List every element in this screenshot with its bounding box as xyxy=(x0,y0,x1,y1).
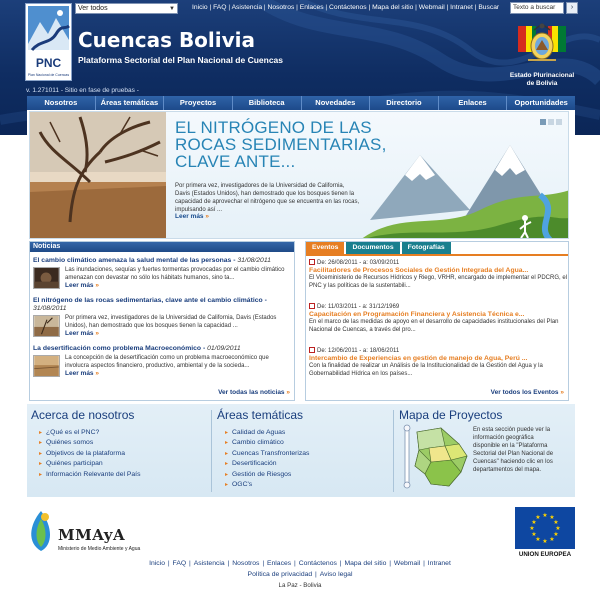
bolivia-crest-icon xyxy=(514,22,570,70)
news-panel xyxy=(29,241,295,401)
link-separator: | xyxy=(337,560,344,567)
all-news-link[interactable] xyxy=(218,389,290,396)
svg-text:★: ★ xyxy=(549,536,555,543)
top-link[interactable]: Inicio xyxy=(192,4,208,11)
footer-link[interactable]: FAQ xyxy=(172,560,187,567)
news-read-more-link[interactable] xyxy=(65,370,291,377)
top-link[interactable]: Buscar xyxy=(478,4,500,11)
footer-location: La Paz - Bolivia xyxy=(278,582,322,589)
logo-mountain-icon xyxy=(26,4,71,54)
map-title[interactable]: Mapa de Proyectos xyxy=(399,408,503,422)
tab-eventos[interactable]: Eventos xyxy=(306,242,344,254)
top-link[interactable]: FAQ xyxy=(213,4,227,11)
svg-text:★: ★ xyxy=(542,512,548,519)
footer-link[interactable]: Inicio xyxy=(149,560,165,567)
pnc-logo[interactable] xyxy=(25,3,72,81)
hero-photo-dry-tree xyxy=(30,112,166,238)
news-title-line[interactable]: El nitrógeno de las rocas sedimentarias, clave ante el cambio climático - 31/08/2011 xyxy=(33,297,267,312)
nav-item[interactable]: Proyectos xyxy=(164,96,233,110)
event-text: Con la finalidad de realizar un Análisis de la Institucionalidad de la Gestión del Agua y la Gobernabilidad Hídrica en los países... xyxy=(309,363,543,377)
map-description: En esta sección puede ver la información geográfica disponible en la "Plataforma Sectorial del Plan Nacional de Cuencas" haciendo clic en los departamentos del mapa. xyxy=(473,427,554,473)
event-title[interactable]: Facilitadores de Procesos Sociales de Gestión Integrada del Agua... xyxy=(309,267,529,274)
arrow-right-icon: » xyxy=(95,282,99,290)
scope-select-value: Ver todos xyxy=(78,5,108,12)
search-button[interactable]: › xyxy=(566,2,578,14)
news-text: Por primera vez, investigadores de la Universidad de California, Davis (Estados Unidos), han demostrado que los bosques tienen la capacidad ... xyxy=(65,315,277,329)
hero-pager xyxy=(540,119,562,125)
nav-item[interactable]: Oportunidades xyxy=(514,98,568,107)
eu-label: UNION EUROPEA xyxy=(518,551,572,558)
areas-item[interactable]: ▸ Desertificación xyxy=(225,459,393,469)
event-text: El Viceministerio de Recursos Hídricos y Riego, VRHR, encargado de implementar el PDCRG, el PNC y las políticas de la sustentabili... xyxy=(309,275,567,289)
top-link[interactable]: Contáctenos xyxy=(329,4,367,11)
top-link[interactable]: Enlaces xyxy=(299,4,324,11)
news-title: La desertificación como problema Macroeconómico xyxy=(33,345,202,352)
nav-item[interactable]: Nosotros xyxy=(27,96,96,110)
nav-item[interactable]: Novedades xyxy=(302,96,371,110)
state-label xyxy=(497,72,587,88)
arrow-right-icon: » xyxy=(286,389,290,396)
site-title[interactable]: Cuencas Bolivia xyxy=(78,28,256,52)
logo-subtext: Plan Nacional de Cuencas xyxy=(27,73,70,77)
news-body xyxy=(33,315,291,337)
search-input[interactable] xyxy=(510,2,564,14)
footer-links xyxy=(0,560,600,567)
svg-text:★: ★ xyxy=(553,531,559,538)
footer-legal-link[interactable]: Política de privacidad xyxy=(247,571,313,578)
svg-text:★: ★ xyxy=(529,525,535,532)
news-thumbnail[interactable] xyxy=(33,315,60,337)
link-separator: | xyxy=(292,560,298,567)
nav-item[interactable]: Biblioteca xyxy=(233,96,302,110)
scope-select[interactable] xyxy=(75,3,178,14)
calendar-icon xyxy=(309,259,315,265)
areas-item[interactable]: ▸ Cambio climático xyxy=(225,438,393,448)
search-placeholder: Texto a buscar xyxy=(513,4,556,11)
footer-link[interactable]: Enlaces xyxy=(266,560,292,567)
hero-landscape-illustration xyxy=(360,140,569,239)
panel-divider xyxy=(393,410,394,492)
event-title[interactable]: Capacitación en Programación Financiera y Asistencia Técnica e... xyxy=(309,311,525,318)
logo-text: PNC xyxy=(35,56,62,70)
news-thumbnail[interactable] xyxy=(33,267,60,289)
event-date: De: 12/06/2011 - a: 18/06/2011 xyxy=(317,348,400,354)
news-title: El nitrógeno de las rocas sedimentarias, clave ante el cambio climático xyxy=(33,297,263,304)
arrow-right-icon: » xyxy=(205,213,209,220)
link-separator: | xyxy=(323,4,330,11)
news-read-more-label: Leer más xyxy=(65,330,94,338)
event-text: En el marco de las medidas de apoyo en el desarrollo de capacidades institucionales del Plan Nacional de Cuencas, a través del pro... xyxy=(309,319,559,333)
svg-text:★: ★ xyxy=(531,519,537,526)
info-panels xyxy=(27,404,575,497)
link-separator: | xyxy=(166,560,172,567)
footer-links-legal xyxy=(0,571,600,578)
top-link[interactable]: Asistencia xyxy=(231,4,263,11)
top-links xyxy=(192,4,499,11)
about-list xyxy=(39,428,207,480)
link-separator: | xyxy=(187,560,193,567)
news-read-more-link[interactable] xyxy=(65,282,291,289)
footer-link[interactable]: Asistencia xyxy=(193,560,225,567)
svg-text:★: ★ xyxy=(555,525,561,532)
event-item[interactable] xyxy=(309,303,567,334)
news-read-more-label: Leer más xyxy=(65,282,94,290)
footer-link[interactable]: Webmail xyxy=(393,560,421,567)
event-date-line xyxy=(309,347,567,355)
news-title-line[interactable]: La desertificación como problema Macroeconómico - 01/09/2011 xyxy=(33,345,241,352)
tab-fotografias[interactable]: Fotografías xyxy=(402,242,451,254)
tab-underline xyxy=(306,254,568,256)
mmaya-logo-text: MMAyA xyxy=(58,526,126,544)
event-date: De: 11/03/2011 - a: 31/12/1969 xyxy=(317,304,400,310)
all-events-link[interactable] xyxy=(491,389,564,396)
link-separator: | xyxy=(260,560,266,567)
chevron-down-icon: ▼ xyxy=(169,6,175,12)
nav-item[interactable]: Enlaces xyxy=(439,96,508,110)
areas-item[interactable]: ▸ Cuencas Transfronterizas xyxy=(225,449,393,459)
tab-documentos[interactable]: Documentos xyxy=(346,242,399,254)
event-date: De: 26/08/2011 - a: 03/09/2011 xyxy=(317,260,400,266)
areas-list xyxy=(225,428,393,490)
footer-link[interactable]: Mapa del sitio xyxy=(344,560,387,567)
hero-pager-dot[interactable] xyxy=(556,119,562,125)
zoom-out-icon[interactable] xyxy=(404,482,410,488)
news-title: El cambio climático amenaza la salud mental de las personas xyxy=(33,257,232,264)
hero-title[interactable]: EL NITRÓGENO DE LAS ROCAS SEDIMENTARIAS, CLAVE ANTE... xyxy=(175,118,387,171)
bolivia-map[interactable] xyxy=(401,422,473,494)
footer-link[interactable]: Intranet xyxy=(427,560,451,567)
about-title[interactable]: Acerca de nosotros xyxy=(31,408,135,422)
state-label-line1: Estado Plurinacional xyxy=(509,72,575,79)
areas-item[interactable]: ▸ OGC's xyxy=(225,480,393,490)
hero-pager-dot[interactable] xyxy=(548,119,554,125)
svg-text:★: ★ xyxy=(535,536,541,543)
event-title[interactable]: Intercambio de Experiencias en gestión de manejo de Agua, Perú ... xyxy=(309,355,528,362)
hero-read-more-link[interactable] xyxy=(175,213,209,220)
panel-divider xyxy=(211,410,212,492)
news-item[interactable] xyxy=(33,297,291,337)
link-separator: | xyxy=(387,560,393,567)
hero-text: Por primera vez, investigadores de la Universidad de California, Davis (Estados Unidos), han demostrado que los bosques tienen la capacidad de aprovechar el nitrógeno que se encuentra en las rocas, impulsando así ... xyxy=(175,183,360,213)
news-date: 01/09/2011 xyxy=(207,345,241,352)
svg-text:★: ★ xyxy=(542,538,548,545)
svg-text:★: ★ xyxy=(549,514,555,521)
map-panel xyxy=(395,404,575,497)
about-item[interactable]: ▸ Objetivos de la plataforma xyxy=(39,449,207,459)
events-tabs xyxy=(306,242,451,254)
news-read-more-link[interactable] xyxy=(65,330,291,337)
nav-item[interactable]: Directorio xyxy=(370,96,439,110)
about-item[interactable]: ▸ Información Relevante del País xyxy=(39,470,207,480)
event-date-line xyxy=(309,303,567,311)
main-nav xyxy=(27,96,575,110)
calendar-icon xyxy=(309,347,315,353)
link-separator: | xyxy=(313,571,319,578)
areas-panel xyxy=(213,404,393,497)
svg-text:★: ★ xyxy=(535,514,541,521)
news-body xyxy=(33,267,291,289)
all-news-label: Ver todas las noticias xyxy=(218,389,285,396)
link-separator: | xyxy=(413,4,419,11)
arrow-right-icon: » xyxy=(95,330,99,338)
hero-banner[interactable] xyxy=(29,111,569,239)
link-separator: | xyxy=(444,4,451,11)
news-text: La concepción de la desertificación como un problema macroeconómico que involucra aspectos financiero, productivo, ambiental y de la socieda... xyxy=(65,355,269,369)
hero-pager-dot[interactable] xyxy=(540,119,546,125)
arrow-right-icon: » xyxy=(560,389,564,396)
footer-link[interactable]: Contáctenos xyxy=(298,560,337,567)
events-panel xyxy=(305,241,569,401)
footer-link[interactable]: Nosotros xyxy=(232,560,260,567)
nav-item[interactable]: Áreas temáticas xyxy=(96,96,165,110)
arrow-right-icon: » xyxy=(95,370,99,378)
news-item[interactable] xyxy=(33,345,291,377)
news-title-line[interactable]: El cambio climático amenaza la salud mental de las personas - 31/08/2011 xyxy=(33,257,271,264)
news-read-more-label: Leer más xyxy=(65,370,94,378)
about-item[interactable]: ▸ Quiénes participan xyxy=(39,459,207,469)
link-separator: | xyxy=(226,4,232,11)
news-heading: Noticias xyxy=(30,242,294,252)
about-item[interactable]: ▸ Quiénes somos xyxy=(39,438,207,448)
news-thumbnail[interactable] xyxy=(33,355,60,377)
version-text: v. 1.271011 - Sitio en fase de pruebas - xyxy=(26,87,139,94)
news-date: 31/08/2011 xyxy=(237,257,271,264)
mmaya-logo-subtext: Ministerio de Medio Ambiente y Agua xyxy=(58,546,141,552)
map-zoom-slider[interactable] xyxy=(405,426,409,486)
areas-item[interactable]: ▸ Gestión de Riesgos xyxy=(225,470,393,480)
areas-title[interactable]: Áreas temáticas xyxy=(217,408,304,422)
top-link[interactable]: Mapa del sitio xyxy=(372,4,414,11)
site-subtitle: Plataforma Sectorial del Plan Nacional de Cuencas xyxy=(78,55,284,65)
svg-text:★: ★ xyxy=(531,531,537,538)
link-separator: | xyxy=(366,4,373,11)
top-link[interactable]: Intranet xyxy=(450,4,473,11)
link-separator: | xyxy=(472,4,479,11)
areas-item[interactable]: ▸ Calidad de Aguas xyxy=(225,428,393,438)
zoom-in-icon[interactable] xyxy=(404,425,410,431)
news-item[interactable] xyxy=(33,257,291,289)
event-date-line xyxy=(309,259,567,267)
link-separator: | xyxy=(207,4,214,11)
about-panel xyxy=(27,404,207,497)
event-item[interactable] xyxy=(309,347,567,378)
event-item[interactable] xyxy=(309,259,567,290)
news-body xyxy=(33,355,291,377)
link-separator: | xyxy=(262,4,268,11)
state-label-line2: de Bolivia xyxy=(526,80,558,87)
about-item[interactable]: ▸ ¿Qué es el PNC? xyxy=(39,428,207,438)
link-separator: | xyxy=(225,560,232,567)
link-separator: | xyxy=(421,560,427,567)
svg-text:★: ★ xyxy=(553,519,559,526)
link-separator: | xyxy=(294,4,300,11)
calendar-icon xyxy=(309,303,315,309)
footer-legal-link[interactable]: Aviso legal xyxy=(319,571,353,578)
top-link[interactable]: Webmail xyxy=(418,4,445,11)
top-link[interactable]: Nosotros xyxy=(267,4,295,11)
eu-flag-icon[interactable] xyxy=(515,507,575,549)
all-events-label: Ver todos los Eventos xyxy=(490,389,559,396)
hero-read-more-label: Leer más xyxy=(175,213,204,220)
news-date: 31/08/2011 xyxy=(33,305,67,312)
news-text: Las inundaciones, sequías y fuertes tormentas provocadas por el cambio climático amenazan con devastar no sólo los hábitats humanos, sino ta... xyxy=(65,267,285,281)
